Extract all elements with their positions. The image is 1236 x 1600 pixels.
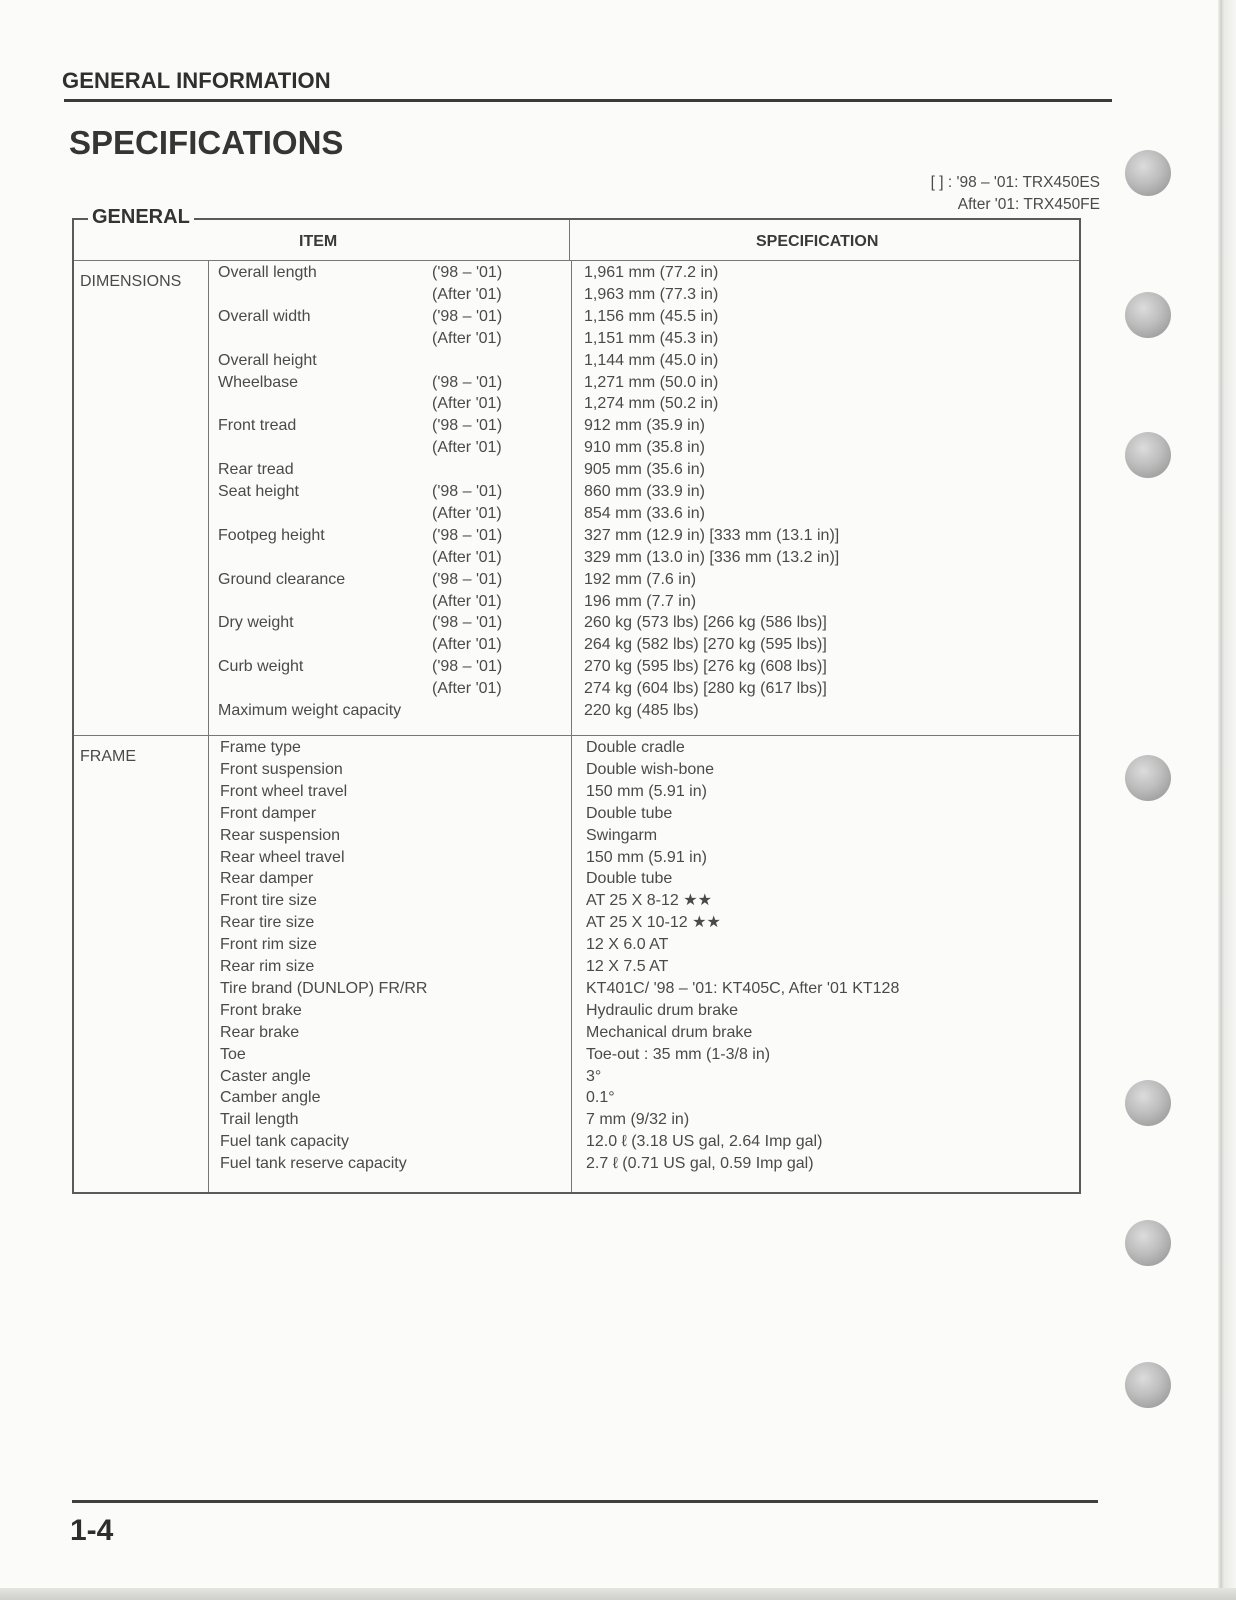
spec-period-label: (After '01): [432, 329, 502, 347]
column-header-item: ITEM: [299, 233, 338, 250]
column-header-specification: SPECIFICATION: [756, 233, 879, 250]
spec-item-label: Fuel tank reserve capacity: [220, 1155, 407, 1173]
binder-hole-icon: [1125, 1362, 1171, 1408]
spec-value: 196 mm (7.7 in): [584, 592, 697, 610]
category-label: DIMENSIONS: [80, 273, 182, 290]
model-legend-note: [931, 172, 1100, 216]
spec-item-label: Rear tread: [218, 461, 294, 479]
spec-item-label: Camber angle: [220, 1089, 321, 1107]
spec-value: 264 kg (582 lbs) [270 kg (595 lbs)]: [584, 636, 827, 654]
binder-hole-icon: [1125, 150, 1171, 196]
spec-period-label: ('98 – '01): [432, 373, 503, 391]
header-column-divider: [569, 220, 570, 260]
page-number: 1-4: [70, 1514, 114, 1547]
spec-value: 1,271 mm (50.0 in): [584, 373, 719, 391]
spec-item-label: Rear brake: [220, 1023, 300, 1041]
spec-item-label: Rear wheel travel: [220, 848, 345, 866]
spec-column-divider: [571, 260, 572, 1192]
spec-period-label: (After '01): [432, 395, 502, 413]
spec-item-label: Front damper: [220, 804, 317, 822]
spec-period-label: ('98 – '01): [432, 483, 503, 500]
spec-value: 860 mm (33.9 in): [584, 483, 705, 500]
spec-value: 12 X 6.0 AT: [586, 936, 669, 954]
spec-period-label: ('98 – '01): [432, 526, 503, 544]
spec-value: 274 kg (604 lbs) [280 kg (617 lbs)]: [584, 680, 827, 698]
spec-item-label: Trail length: [220, 1111, 299, 1129]
spec-period-label: ('98 – '01): [432, 614, 503, 632]
spec-value: 12 X 7.5 AT: [586, 958, 669, 975]
spec-item-label: Overall height: [218, 351, 317, 369]
binder-hole-icon: [1125, 292, 1171, 338]
category-label: FRAME: [80, 748, 136, 765]
legend-line-bracket: [ ] : '98 – '01: TRX450ES: [930, 174, 1100, 191]
spec-item-label: Caster angle: [220, 1067, 311, 1085]
binder-hole-icon: [1125, 1220, 1171, 1266]
table-corner: [72, 218, 74, 228]
spec-value: 192 mm (7.6 in): [584, 570, 697, 588]
binder-hole-icon: [1125, 755, 1171, 801]
spec-value: 150 mm (5.91 in): [586, 848, 707, 866]
spec-value: Swingarm: [586, 826, 658, 844]
spec-item-label: Rear suspension: [220, 826, 341, 844]
spec-value: 220 kg (485 lbs): [584, 702, 699, 719]
spec-item-label: Fuel tank capacity: [220, 1133, 349, 1151]
spec-item-label: Tire brand (DUNLOP) FR/RR: [220, 979, 428, 997]
spec-item-label: Seat height: [218, 483, 299, 500]
category-column-divider: [208, 260, 209, 1192]
spec-item-label: Front suspension: [220, 760, 343, 778]
spec-value: 260 kg (573 lbs) [266 kg (586 lbs)]: [584, 614, 827, 632]
spec-value: 912 mm (35.9 in): [584, 417, 705, 435]
spec-item-label: Overall width: [218, 307, 311, 325]
binder-hole-icon: [1125, 432, 1171, 478]
spec-value: 7 mm (9/32 in): [586, 1111, 690, 1129]
spec-value: 1,961 mm (77.2 in): [584, 264, 719, 281]
spec-item-label: Front tread: [218, 417, 297, 435]
footer-rule: [72, 1500, 1098, 1503]
spec-period-label: (After '01): [432, 439, 502, 457]
spec-period-label: ('98 – '01): [432, 417, 503, 435]
page-binding-edge: [1218, 0, 1236, 1600]
spec-item-label: Maximum weight capacity: [218, 702, 402, 719]
spec-item-label: Dry weight: [218, 614, 294, 632]
spec-value: 854 mm (33.6 in): [584, 504, 705, 522]
spec-value: AT 25 X 10-12 ★★: [586, 914, 721, 932]
spec-value: 1,274 mm (50.2 in): [584, 395, 719, 413]
spec-value: Double cradle: [586, 739, 685, 756]
legend-line-after: After '01: TRX450FE: [957, 196, 1100, 213]
spec-period-label: ('98 – '01): [432, 264, 503, 281]
spec-value: 0.1°: [586, 1089, 615, 1107]
table-header-row: [74, 220, 1079, 261]
spec-value: 12.0 ℓ (3.18 US gal, 2.64 Imp gal): [586, 1133, 823, 1151]
spec-value: 2.7 ℓ (0.71 US gal, 0.59 Imp gal): [586, 1155, 814, 1173]
spec-item-label: Front brake: [220, 1001, 302, 1019]
spec-item-label: Wheelbase: [218, 373, 299, 391]
spec-item-label: Footpeg height: [218, 526, 325, 544]
spec-value: 3°: [586, 1067, 602, 1085]
spec-period-label: ('98 – '01): [432, 307, 503, 325]
spec-period-label: (After '01): [432, 285, 502, 303]
spec-value: 150 mm (5.91 in): [586, 782, 707, 800]
page-title: SPECIFICATIONS: [69, 124, 344, 161]
spec-item-label: Front wheel travel: [220, 782, 348, 800]
spec-value: 270 kg (595 lbs) [276 kg (608 lbs)]: [584, 658, 827, 676]
spec-value: 1,151 mm (45.3 in): [584, 329, 719, 347]
spec-period-label: (After '01): [432, 680, 502, 698]
spec-value: Toe-out : 35 mm (1-3/8 in): [586, 1045, 771, 1063]
spec-period-label: (After '01): [432, 548, 502, 566]
spec-table: [72, 218, 1081, 1194]
spec-value: 905 mm (35.6 in): [584, 461, 705, 479]
spec-item-label: Toe: [220, 1045, 246, 1063]
spec-value: Double tube: [586, 870, 673, 888]
group-label-general: GENERAL: [88, 206, 194, 229]
spec-period-label: (After '01): [432, 504, 502, 522]
spec-value: 1,156 mm (45.5 in): [584, 307, 719, 325]
spec-value: AT 25 X 8-12 ★★: [586, 892, 712, 910]
spec-value: 910 mm (35.8 in): [584, 439, 705, 457]
spec-item-label: Rear tire size: [220, 914, 315, 932]
spec-value: Double tube: [586, 804, 673, 822]
binder-hole-icon: [1125, 1080, 1171, 1126]
spec-item-label: Frame type: [220, 739, 301, 756]
spec-item-label: Rear damper: [220, 870, 314, 888]
spec-value: 1,144 mm (45.0 in): [584, 351, 719, 369]
spec-period-label: ('98 – '01): [432, 570, 503, 588]
page-bottom-edge: [0, 1588, 1236, 1600]
spec-item-label: Overall length: [218, 264, 317, 281]
spec-period-label: (After '01): [432, 636, 502, 654]
section-header: GENERAL INFORMATION: [62, 68, 331, 93]
spec-value: 329 mm (13.0 in) [336 mm (13.2 in)]: [584, 548, 840, 566]
spec-item-label: Front rim size: [220, 936, 317, 954]
spec-value: Hydraulic drum brake: [586, 1001, 739, 1019]
spec-period-label: (After '01): [432, 592, 502, 610]
spec-value: 327 mm (12.9 in) [333 mm (13.1 in)]: [584, 526, 840, 544]
spec-value: 1,963 mm (77.3 in): [584, 285, 719, 303]
spec-value: Double wish-bone: [586, 760, 715, 778]
spec-item-label: Rear rim size: [220, 958, 315, 975]
section-divider: [74, 735, 1079, 736]
spec-item-label: Curb weight: [218, 658, 304, 676]
spec-period-label: ('98 – '01): [432, 658, 503, 676]
header-rule: [64, 99, 1112, 102]
spec-value: KT401C/ '98 – '01: KT405C, After '01 KT128: [586, 979, 900, 997]
spec-item-label: Front tire size: [220, 892, 317, 910]
spec-value: Mechanical drum brake: [586, 1023, 753, 1041]
spec-item-label: Ground clearance: [218, 570, 346, 588]
